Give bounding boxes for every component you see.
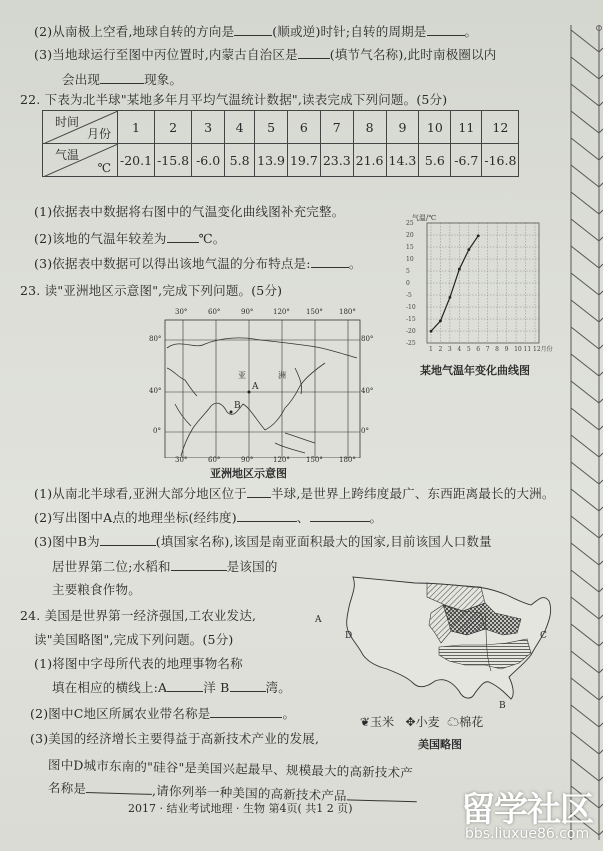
lon-label: 150°: [306, 308, 323, 316]
q24-sub2-prefix: (2)图中C地区所属农业带名称是: [30, 706, 211, 721]
header-time-label: 时间: [55, 115, 80, 129]
legend-wheat-label: 小麦: [415, 715, 440, 729]
answer-blank[interactable]: [237, 510, 297, 522]
svg-text:20: 20: [406, 232, 414, 239]
svg-text:10: 10: [514, 346, 522, 353]
header-unit-label: ℃: [97, 161, 111, 175]
temperature-table: [42, 110, 519, 177]
table-temp-header: [43, 144, 118, 177]
q23-sub3-prefix: (3)图中B为: [34, 534, 100, 549]
q23-sub3-line2-suffix: 是该国的: [226, 559, 278, 574]
lon-label: 60°: [208, 456, 221, 464]
q22-sub2-suffix: ℃。: [198, 231, 226, 246]
q23-sub2-sep: 、: [296, 510, 310, 525]
svg-text:-25: -25: [406, 340, 416, 347]
q23-sub3-line2: [52, 559, 278, 575]
temp-cell: 23.3: [320, 144, 353, 177]
answer-blank[interactable]: [210, 706, 282, 718]
page-footer: 2017 · 结业考试地理 · 生物 第4页( 共1 2 页): [128, 802, 353, 815]
lon-label: 90°: [241, 456, 254, 464]
watermark-brand: 留学社区: [461, 790, 593, 830]
svg-text:3: 3: [447, 346, 452, 353]
svg-text:10: 10: [406, 256, 414, 263]
lat-label: 80°: [149, 335, 162, 343]
q21-part2: [34, 24, 477, 40]
usa-label-d: D: [345, 631, 353, 641]
temp-cell: -6.7: [451, 144, 482, 177]
table-row-temps: [43, 144, 519, 177]
svg-text:1: 1: [429, 346, 433, 353]
answer-blank[interactable]: [171, 559, 227, 571]
q21-part2-prefix: (2)从南极上空看,地球自转的方向是: [34, 24, 235, 39]
svg-text:12月份: 12月份: [533, 346, 553, 353]
corn-icon: ❦: [360, 715, 371, 729]
q23-sub2-suffix: 。: [369, 510, 383, 525]
q21-part2-suffix: 。: [464, 24, 478, 39]
q24-sub1-line1: (1)将图中字母所代表的地理事物名称: [34, 656, 243, 671]
q21-part3-line2: [62, 72, 182, 88]
svg-text:-20: -20: [406, 328, 416, 335]
q24-title-line2: 读"美国略图",完成下列问题。(5分): [34, 632, 234, 647]
answer-blank[interactable]: [247, 486, 271, 498]
usa-label-a: A: [315, 615, 322, 625]
q24-sub1-prefix: 填在相应的横线上:A: [52, 680, 168, 695]
q24-sub3-line3-prefix: 名称是: [47, 780, 87, 797]
answer-blank[interactable]: [167, 231, 199, 243]
temp-cell: 5.6: [419, 144, 451, 177]
lon-label: 90°: [241, 308, 254, 316]
answer-blank[interactable]: [100, 72, 144, 84]
answer-blank[interactable]: [310, 510, 370, 522]
temp-cell: 13.9: [255, 144, 288, 177]
lon-label: 120°: [273, 308, 290, 316]
temp-cell: 14.3: [386, 144, 419, 177]
answer-blank[interactable]: [230, 680, 266, 692]
q22-sub3: [34, 256, 361, 272]
answer-blank[interactable]: [86, 781, 152, 795]
q23-sub2-prefix: (2)写出图中A点的地理坐标(经纬度): [34, 510, 237, 525]
lat-label: 40°: [149, 387, 162, 395]
svg-text:-5: -5: [406, 292, 412, 299]
month-cell: 11: [451, 111, 482, 144]
lon-label: 120°: [273, 456, 290, 464]
lat-label: 0°: [153, 427, 161, 435]
legend-cotton-label: 棉花: [459, 715, 484, 729]
svg-text:7: 7: [485, 346, 490, 353]
q24-sub2: [30, 706, 295, 722]
temp-cell: -20.1: [118, 144, 155, 177]
month-cell: 10: [419, 111, 451, 144]
svg-text:5: 5: [406, 268, 410, 275]
q24-sub1-mid: 洋 B: [203, 680, 230, 695]
watermark: [455, 780, 603, 851]
month-cell: 7: [320, 111, 353, 144]
cotton-icon: ☁: [447, 715, 460, 729]
q21-part3-line2-suffix: 现象。: [144, 72, 183, 87]
month-cell: 6: [287, 111, 320, 144]
answer-blank[interactable]: [100, 534, 156, 546]
temp-cell: -6.0: [192, 144, 225, 177]
table-row-months: [43, 111, 519, 144]
temp-cell: 21.6: [353, 144, 386, 177]
q22-sub3-prefix: (3)依据表中数据可以得出该地气温的分布特点是:: [34, 256, 311, 271]
usa-map-caption: 美国略图: [418, 738, 462, 751]
svg-text:9: 9: [504, 346, 509, 353]
asia-map: [145, 308, 374, 458]
month-cell: 3: [192, 111, 225, 144]
q23-sub1-suffix: 半球,是世界上跨纬度最广、东西距离最长的大洲。: [270, 486, 555, 501]
asia-label: 亚: [238, 371, 246, 380]
answer-blank[interactable]: [234, 24, 272, 36]
answer-blank[interactable]: [311, 256, 349, 268]
svg-text:6: 6: [476, 346, 481, 353]
q24-sub3-line2: 图中D城市东南的"硅谷"是美国兴起最早、规模最大的高新技术产: [47, 757, 414, 781]
q24-title-line1: 24. 美国是世界第一经济强国,工农业发达,: [20, 608, 257, 623]
q22-sub1: (1)依据表中数据将右图中的气温变化曲线图补充完整。: [34, 204, 345, 219]
q24-sub2-suffix: 。: [282, 706, 296, 721]
wheat-icon: ✥: [405, 715, 416, 729]
legend-corn-label: 玉米: [370, 715, 395, 729]
line-chart-svg: [402, 210, 562, 365]
q23-sub3-line2-prefix: 居世界第二位;水稻和: [52, 559, 171, 574]
q24-sub3-line3-suffix: ,请你列举一种美国的高新技术产品: [151, 782, 347, 804]
header-temp-label: 气温: [55, 148, 80, 162]
temperature-chart: [402, 210, 562, 380]
usa-map: [315, 573, 560, 711]
q24-sub1-line2: [52, 680, 291, 696]
svg-text:0: 0: [406, 280, 410, 287]
q21-part2-mid: (顺或逆)时针;自转的周期是: [272, 24, 427, 39]
month-cell: 5: [255, 111, 288, 144]
q21-part3-prefix: (3)当地球运行至图中丙位置时,内蒙古自治区是: [34, 47, 298, 62]
q21-part3-line2-prefix: 会出现: [62, 72, 101, 87]
month-cell: 12: [482, 111, 519, 144]
temp-cell: -15.8: [155, 144, 192, 177]
month-cell: 9: [386, 111, 419, 144]
asia-label: 洲: [278, 371, 286, 380]
usa-map-legend: [360, 713, 483, 730]
q23-sub3-suffix: (填国家名称),该国是南亚面积最大的国家,目前该国人口数量: [155, 534, 492, 549]
q24-sub1-suffix: 湾。: [265, 680, 291, 695]
lon-label: 30°: [175, 456, 188, 464]
svg-text:15: 15: [406, 244, 414, 251]
q23-sub3-line1: [34, 534, 492, 550]
q22-sub2-prefix: (2)该地的气温年较差为: [34, 231, 167, 246]
svg-text:4: 4: [457, 346, 462, 353]
answer-blank[interactable]: [427, 24, 465, 36]
q22-sub2: [34, 231, 226, 247]
month-cell: 4: [225, 111, 255, 144]
answer-blank[interactable]: [347, 788, 417, 802]
q23-sub1-prefix: (1)从南北半球看,亚洲大部分地区位于: [34, 486, 247, 501]
q23-sub1: [34, 486, 555, 502]
lat-label: 0°: [361, 427, 369, 435]
answer-blank[interactable]: [298, 47, 330, 59]
asia-map-caption: 亚洲地区示意图: [210, 467, 287, 480]
svg-text:8: 8: [495, 346, 500, 353]
svg-text:5: 5: [466, 346, 471, 353]
svg-text:25: 25: [406, 220, 414, 227]
lon-label: 60°: [208, 308, 221, 316]
svg-text:-10: -10: [406, 304, 416, 311]
lon-label: 30°: [175, 308, 188, 316]
month-cell: 1: [118, 111, 155, 144]
month-cell: 2: [155, 111, 192, 144]
q21-part3-line1: [34, 47, 497, 63]
lon-label: 180°: [339, 456, 356, 464]
svg-text:11: 11: [523, 346, 532, 353]
answer-blank[interactable]: [167, 680, 203, 692]
lon-label: 150°: [306, 456, 323, 464]
q21-part3-suffix: (填节气名称),此时南极圈以内: [329, 47, 497, 62]
lon-label: 180°: [339, 308, 356, 316]
q24-sub3-line1: (3)美国的经济增长主要得益于高新技术产业的发展,: [30, 731, 320, 746]
q23-title: 23. 读"亚洲地区示意图",完成下列问题。(5分): [20, 283, 283, 298]
q23-sub3-line3: 主要粮食作物。: [52, 582, 141, 597]
chart-caption: 某地气温年变化曲线图: [420, 364, 530, 377]
binding-strip: [565, 20, 603, 840]
svg-text:2: 2: [438, 346, 443, 353]
usa-map-svg: [335, 573, 560, 703]
lat-label: 80°: [361, 335, 374, 343]
temp-cell: -16.8: [482, 144, 519, 177]
temp-cell: 5.8: [225, 144, 255, 177]
lat-label: 40°: [361, 387, 374, 395]
temp-cell: 19.7: [287, 144, 320, 177]
watermark-url: bbs.liuxue86.com: [465, 826, 590, 842]
q22-title: 22. 下表为北半球"某地多年月平均气温统计数据",读表完成下列问题。(5分): [20, 92, 448, 107]
table-corner-header: [43, 111, 118, 144]
point-a-label: A: [252, 382, 259, 392]
chart-ylabel: 气温/℃: [412, 214, 437, 222]
header-month-label: 月份: [86, 127, 111, 141]
usa-label-b: B: [499, 701, 506, 711]
usa-label-c: C: [540, 631, 547, 641]
point-b-label: B: [234, 401, 241, 411]
svg-text:-15: -15: [406, 316, 416, 323]
month-cell: 8: [353, 111, 386, 144]
q22-sub3-suffix: 。: [348, 256, 362, 271]
q23-sub2: [34, 510, 382, 526]
